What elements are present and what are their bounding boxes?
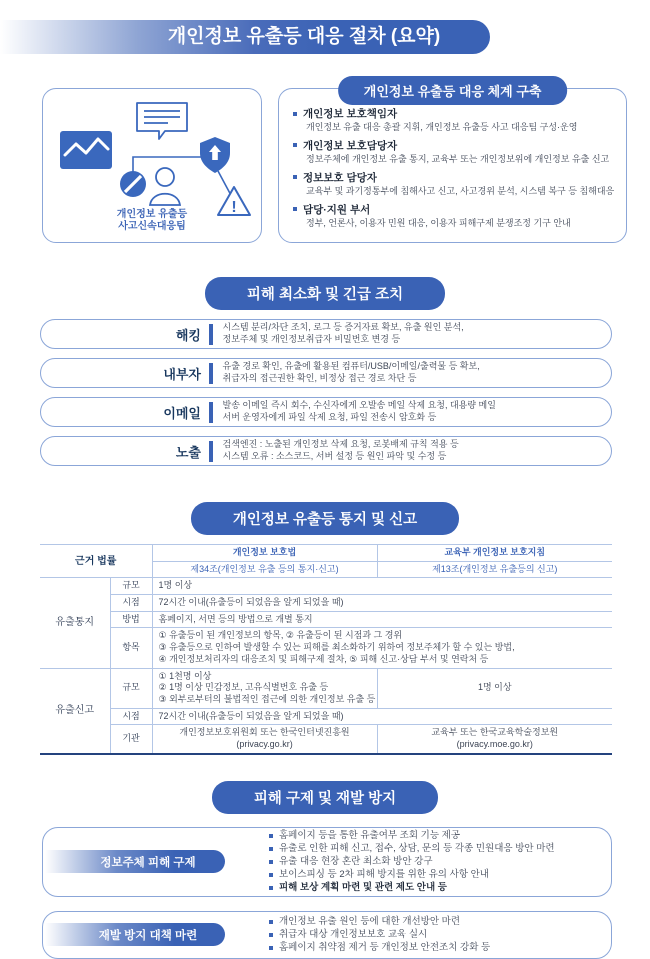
divider-bar (209, 441, 213, 462)
group-notice: 유출통지 (40, 578, 110, 668)
document-page (0, 20, 650, 954)
agency-a-url: (privacy.go.kr) (236, 738, 293, 749)
bullet-square-icon (269, 834, 273, 838)
mitigation-row-exposure (40, 436, 612, 466)
bullet-square-icon (269, 946, 273, 950)
report-agency-a (152, 725, 377, 754)
remedy-box-subject (42, 827, 612, 897)
team-caption (43, 209, 261, 233)
team-caption-line2: 사고신속대응팀 (118, 221, 186, 232)
row-text-line1: 유출 경로 확인, 유출에 활용된 컴퓨터/USB/이메일/출력물 등 확보, (222, 361, 480, 372)
notice-items-line1: ① 유출등이 된 개인정보의 항목, ② 유출등이 된 시점과 그 경위 (158, 630, 403, 641)
list-item (293, 106, 614, 135)
bullet-text: 피해 보상 계획 마련 및 관련 제도 안내 등 (279, 882, 447, 894)
notice-time: 72시간 이내(유출등이 되었음을 알게 되었을 때) (152, 595, 612, 612)
report-scale-b: 1명 이상 (377, 668, 612, 708)
sub-label: 규모 (110, 668, 152, 708)
row-text (223, 361, 480, 385)
mitigation-row-email (40, 397, 612, 427)
sub-label: 규모 (110, 578, 152, 595)
sub-label: 방법 (110, 611, 152, 628)
sub-label: 기관 (110, 725, 152, 754)
row-text (223, 322, 464, 346)
role-label: 담당·지원 부서 (303, 203, 371, 216)
bullet-text: 개인정보 유출 원인 등에 대한 개선방안 마련 (279, 916, 461, 928)
role-desc: 개인정보 유출 대응 총괄 지휘, 개인정보 유출등 사고 대응팀 구성·운영 (306, 122, 578, 132)
role-desc: 정보주체에 개인정보 유출 통지, 교육부 또는 개인정보위에 개인정보 유출 신고 (306, 153, 610, 164)
top-row (42, 84, 615, 243)
group-report: 유출신고 (40, 668, 110, 754)
bullet-square-icon (269, 873, 273, 877)
team-caption-line1: 개인정보 유출등 (116, 209, 188, 220)
page-title: 개인정보 유출등 대응 절차 (요약) (0, 20, 490, 54)
remedy-bullets (269, 915, 490, 954)
bullet-square-icon (269, 860, 273, 864)
bullet-square-icon (269, 920, 273, 924)
bullet-square-icon (293, 112, 297, 116)
mitigation-row-hacking (40, 319, 612, 349)
report-time: 72시간 이내(유출등이 되었음을 알게 되었을 때) (152, 708, 612, 725)
role-label: 개인정보 보호책임자 (303, 108, 398, 120)
divider-bar (209, 324, 213, 345)
report-agency-b (377, 725, 612, 754)
row-text (223, 439, 459, 463)
agency-a-name: 개인정보보호위원회 또는 한국인터넷진흥원 (179, 727, 350, 738)
divider-bar (209, 402, 213, 423)
notification-report-table (40, 544, 612, 755)
row-text-line1: 검색엔진 : 노출된 개인정보 삭제 요청, 로봇배제 규칙 적용 등 (222, 439, 459, 450)
role-label: 정보보호 담당자 (303, 171, 377, 184)
remedy-bullets (269, 829, 555, 894)
report-scale-a-line3: ③ 외부로부터의 불법적인 접근에 의한 개인정보 유출 등 (158, 693, 376, 704)
row-text (223, 400, 496, 424)
report-scale-a-line2: ② 1명 이상 민감정보, 고유식별번호 유출 등 (158, 682, 329, 693)
bullet-square-icon (293, 207, 297, 211)
row-label: 노출 (175, 444, 201, 460)
svg-text:!: ! (231, 199, 237, 216)
law-b-article: 제13조(개인정보 유출등의 신고) (377, 561, 612, 578)
list-item (293, 170, 614, 199)
row-label: 내부자 (163, 366, 201, 382)
row-text-line1: 발송 이메일 즉시 회수, 수신자에게 오발송 메일 삭제 요청, 대용량 메일 (222, 400, 496, 411)
role-label: 개인정보 보호담당자 (303, 139, 398, 152)
role-desc: 교육부 및 과기정통부에 침해사고 신고, 사고경위 분석, 시스템 복구 등 침해대응 (306, 185, 615, 196)
remedy-label-prevention: 재발 방지 대책 마련 (45, 923, 225, 946)
bullet-text: 취급자 대상 개인정보보호 교육 실시 (279, 929, 428, 941)
divider-bar (209, 363, 213, 384)
response-system-title: 개인정보 유출등 대응 체계 구축 (338, 76, 568, 105)
sub-label: 시점 (110, 595, 152, 612)
row-text-line2: 시스템 오류 : 소스코드, 서버 설정 등 원인 파악 및 수정 등 (222, 451, 447, 461)
response-system-box (278, 84, 627, 243)
sub-label: 시점 (110, 708, 152, 725)
row-label: 이메일 (163, 405, 201, 421)
report-scale-a (152, 668, 377, 708)
remedy-label-subject: 정보주체 피해 구제 (45, 850, 225, 873)
row-text-line2: 취급자의 접근권한 확인, 비정상 접근 경로 차단 등 (222, 373, 417, 383)
bullet-square-icon (269, 847, 273, 851)
report-section-title: 개인정보 유출등 통지 및 신고 (191, 502, 459, 535)
bullet-text: 홈페이지 등을 통한 유출여부 조회 기능 제공 (279, 830, 461, 842)
notice-scale: 1명 이상 (152, 578, 612, 595)
row-label: 해킹 (175, 327, 201, 343)
bullet-text: 보이스피싱 등 2차 피해 방지를 위한 유의 사항 안내 (279, 869, 489, 881)
sub-label: 항목 (110, 628, 152, 668)
notice-method: 홈페이지, 서면 등의 방법으로 개별 통지 (152, 611, 612, 628)
law-b-title: 교육부 개인정보 보호지침 (377, 545, 612, 562)
bullet-square-icon (269, 886, 273, 890)
report-scale-a-line1: ① 1천명 이상 (158, 670, 212, 681)
corner-cell: 근거 법률 (40, 545, 152, 578)
prohibition-icon (120, 171, 146, 197)
incident-team-illustration-box (42, 88, 262, 243)
agency-b-url: (privacy.moe.go.kr) (456, 738, 533, 749)
notice-items (152, 628, 612, 668)
notice-items-line3: ④ 개인정보처리자의 대응조치 및 피해구제 절차, ⑤ 피해 신고·상담 부서 및 연락처 등 (158, 653, 489, 664)
shield-lock-icon (200, 137, 230, 173)
row-text-line2: 서버 운영자에게 파일 삭제 요청, 파일 전송시 암호화 등 (222, 412, 437, 422)
bullet-text: 유출 대응 현장 혼란 최소화 방안 강구 (279, 856, 433, 868)
bullet-square-icon (293, 175, 297, 179)
agency-b-name: 교육부 또는 한국교육학술정보원 (431, 727, 559, 738)
mitigation-rows (40, 319, 612, 466)
bullet-text: 유출로 인한 피해 신고, 접수, 상담, 문의 등 각종 민원대응 방안 마련 (279, 843, 555, 855)
row-text-line2: 정보주체 및 개인정보취급자 비밀번호 변경 등 (222, 334, 401, 344)
list-item (293, 138, 614, 167)
list-item (293, 202, 614, 231)
remedy-box-prevention (42, 911, 612, 959)
bullet-text: 홈페이지 취약점 제거 등 개인정보 안전조치 강화 등 (279, 942, 491, 954)
chart-icon (60, 131, 112, 169)
row-text-line1: 시스템 분리/차단 조치, 로그 등 증거자료 확보, 유출 원인 분석, (222, 322, 464, 333)
law-a-title: 개인정보 보호법 (152, 545, 377, 562)
mitigation-row-insider (40, 358, 612, 388)
notice-items-line2: ③ 유출등으로 인하여 발생할 수 있는 피해를 최소화하기 위하여 정보주체가 할 수 있는 방법, (158, 642, 515, 653)
mitigation-section-title: 피해 최소화 및 긴급 조치 (205, 277, 445, 310)
bullet-square-icon (293, 143, 297, 147)
speech-bubble-icon (137, 103, 187, 139)
bullet-square-icon (269, 933, 273, 937)
remedy-section-title: 피해 구제 및 재발 방지 (212, 781, 438, 814)
person-icon (150, 168, 180, 205)
law-a-article: 제34조(개인정보 유출 등의 통지·신고) (152, 561, 377, 578)
role-desc: 정부, 언론사, 이용자 민원 대응, 이용자 피해구제 분쟁조정 기구 안내 (306, 217, 571, 228)
